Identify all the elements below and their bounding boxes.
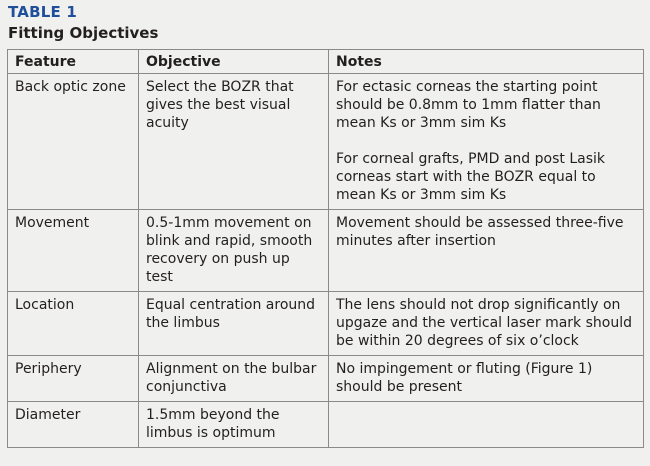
- objective-cell: 0.5-1mm movement on blink and rapid, smooth recovery on push up test: [139, 210, 329, 292]
- notes-cell: [329, 402, 644, 448]
- table-row: [8, 356, 644, 402]
- table-row: [8, 402, 644, 448]
- note-paragraph: The lens should not drop significantly on upgaze and the vertical laser mark should be within 20 degrees of six o’clock: [336, 297, 632, 349]
- notes-cell: [329, 292, 644, 356]
- feature-cell: Back optic zone: [8, 74, 139, 210]
- objective-cell: Equal centration around the limbus: [139, 292, 329, 356]
- table-row: [8, 74, 644, 210]
- feature-cell: Movement: [8, 210, 139, 292]
- table-row: [8, 210, 644, 292]
- table-row: [8, 292, 644, 356]
- note-paragraph: Movement should be assessed three-five minutes after insertion: [336, 215, 624, 249]
- objective-cell: Alignment on the bulbar conjunctiva: [139, 356, 329, 402]
- feature-cell: Location: [8, 292, 139, 356]
- header-feature: Feature: [8, 50, 139, 74]
- notes-cell: [329, 356, 644, 402]
- table-number-label: TABLE 1: [8, 3, 77, 21]
- objective-cell: 1.5mm beyond the limbus is optimum: [139, 402, 329, 448]
- feature-cell: Diameter: [8, 402, 139, 448]
- notes-cell: [329, 74, 644, 210]
- table-caption: Fitting Objectives: [8, 24, 159, 42]
- note-paragraph: For corneal grafts, PMD and post Lasik corneas start with the BOZR equal to mean Ks or 3mm sim Ks: [336, 151, 605, 203]
- objective-cell: Select the BOZR that gives the best visual acuity: [139, 74, 329, 210]
- header-notes: Notes: [329, 50, 644, 74]
- table-header-row: [8, 50, 644, 74]
- header-objective: Objective: [139, 50, 329, 74]
- note-paragraph: For ectasic corneas the starting point should be 0.8mm to 1mm flatter than mean Ks or 3mm sim Ks: [336, 79, 601, 131]
- notes-cell: [329, 210, 644, 292]
- note-paragraph: No impingement or fluting (Figure 1) should be present: [336, 361, 593, 395]
- feature-cell: Periphery: [8, 356, 139, 402]
- fitting-objectives-table: [7, 49, 644, 448]
